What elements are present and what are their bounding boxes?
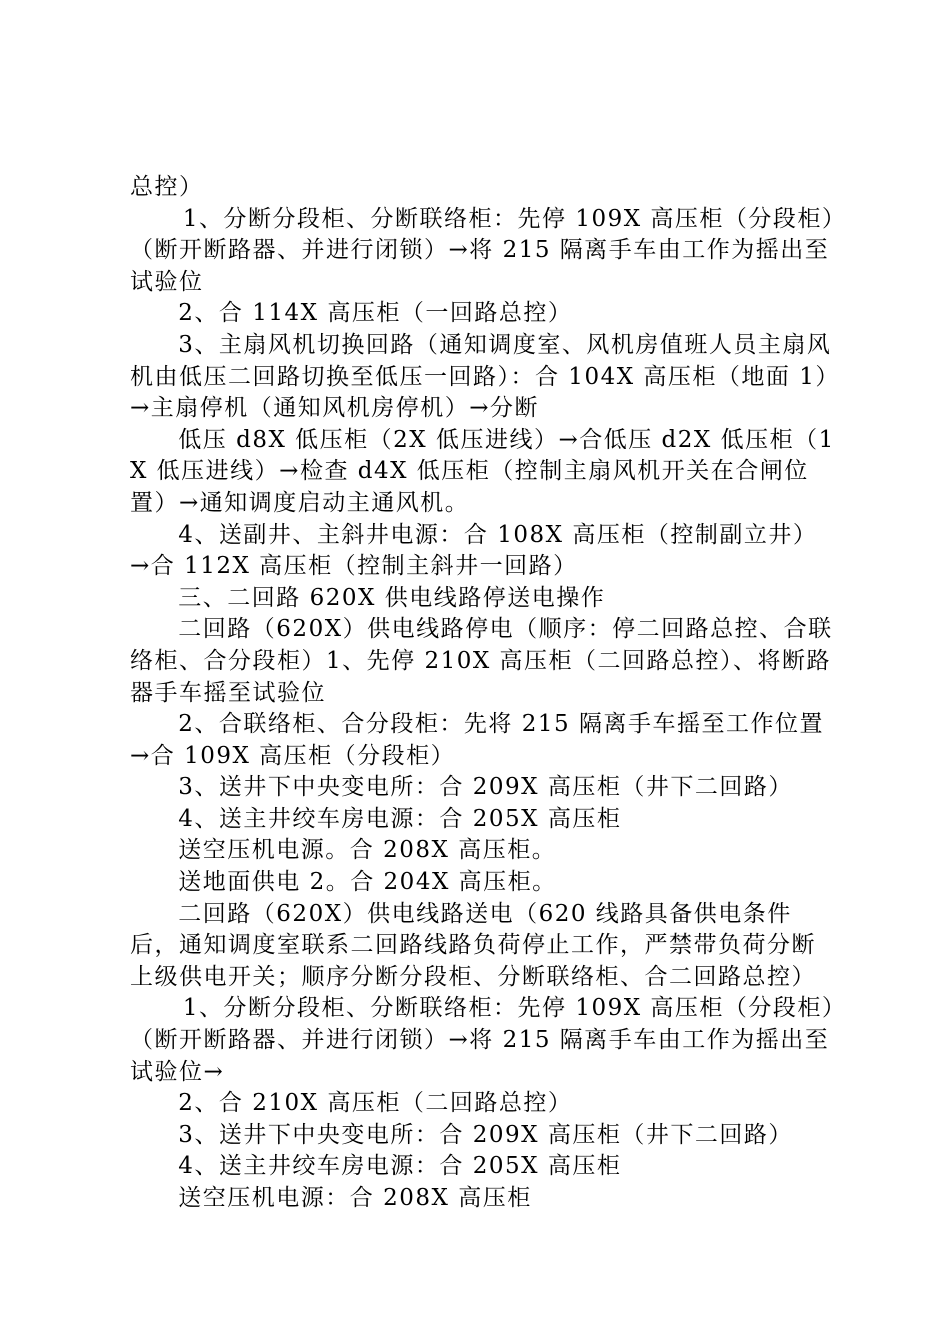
paragraph-continuation: 总控） [130,174,204,200]
paragraph-restore-step-1: 1、分断分段柜、分断联络柜：先停 109X 高压柜（分段柜）（断开断路器、并进行闭锁）→将 215 隔离手车由工作为摇出至试验位→ [130,995,835,1085]
paragraph-line-restore: 二回路（620X）供电线路送电（620 线路具备供电条件后，通知调度室联系二回路线路负荷停止工作，严禁带负荷分断上级供电开关；顺序分断分段柜、分断联络柜、合二回路总控） [130,900,816,990]
paragraph-step-2: 2、合 114X 高压柜（一回路总控） [178,300,573,327]
paragraph-restore-step-3: 3、送井下中央变电所：合 209X 高压柜（井下二回路） [178,1121,793,1148]
section-heading-3: 三、二回路 620X 供电线路停送电操作 [178,584,606,611]
paragraph-step-1: 1、分断分段柜、分断联络柜：先停 109X 高压柜（分段柜）（断开断路器、并进行闭锁）→将 215 隔离手车由工作为摇出至试验位 [130,205,835,295]
paragraph-restore-step-4: 4、送主井绞车房电源：合 205X 高压柜 [178,1153,622,1180]
paragraph-step-3-continued: 低压 d8X 低压柜（2X 低压进线）→合低压 d2X 低压柜（1X 低压进线）→检查 d4X 低压柜（控制主扇风机开关在合闸位置）→通知调度启动主通风机。 [130,426,835,516]
paragraph-step-3: 3、主扇风机切换回路（通知调度室、风机房值班人员主扇风机由低压二回路切换至低压一回路）：合 104X 高压柜（地面 1）→主扇停机（通知风机房停机）→分断 [130,331,832,422]
paragraph-restore-compressor: 送空压机电源：合 208X 高压柜 [178,1185,532,1211]
paragraph-ground-supply: 送地面供电 2。合 204X 高压柜。 [178,869,557,896]
paragraph-line-outage: 二回路（620X）供电线路停电（顺序：停二回路总控、合联络柜、合分段柜）1、先停 210X 高压柜（二回路总控）、将断路器手车摇至试验位 [130,616,833,706]
paragraph-compressor: 送空压机电源。合 208X 高压柜。 [178,837,557,864]
document-body [130,172,835,1215]
paragraph-restore-step-2: 2、合 210X 高压柜（二回路总控） [178,1090,573,1117]
paragraph-outage-step-2: 2、合联络柜、合分段柜：先将 215 隔离手车摇至工作位置→合 109X 高压柜（分段柜） [130,711,824,769]
paragraph-outage-step-4: 4、送主井绞车房电源：合 205X 高压柜 [178,805,622,832]
paragraph-outage-step-3: 3、送井下中央变电所：合 209X 高压柜（井下二回路） [178,774,793,801]
paragraph-step-4: 4、送副井、主斜井电源：合 108X 高压柜（控制副立井）→合 112X 高压柜（控制主斜井一回路） [130,521,818,580]
